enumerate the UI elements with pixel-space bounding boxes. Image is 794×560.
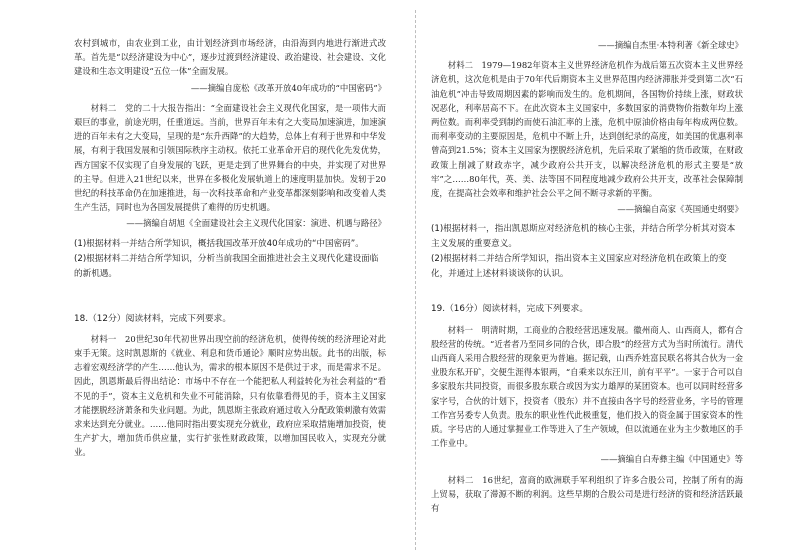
q19-material-1: 材料一 明清时期，工商业的合股经营迅速发展。徽州商人、山西商人，都有合股经营的传统。“近者者乃至同乡同的合伙，即合股”的经营方式为当时所流行。清代山西商人采用合股经营的现象更为普遍。据记载，山西乔姓富民联名将其合伙为一金业股东私开矿，交便生涯得本银两，“自乘来以东汪川，前有平平”。一家于合可以自多家股东共同投资，而很多股东联合或因为实力雄厚的某团资本。也可以同时经营多家字号，合伙的计划下，投资者（股东）并不直接由各字号的经营业务，字号的管理工作宫另委专人负责。股东的职业性代此极重复，他们投入的资金属于国家资本的性质。字号店的人通过掌握业工作等进入了生产领域，但以流通在业为主少数地区的手工作业中。 xyxy=(431,324,743,449)
source-citation: ——摘编自杰里·本特利著《新全球史》 xyxy=(597,40,743,50)
question-1: (1)根据材料一，指出凯恩斯应对经济危机的核心主张，并结合所学分析其对资本主义发展的重要意义。 xyxy=(431,224,736,250)
question-19-heading: 19.（16分）阅读材料，完成下列要求。 xyxy=(431,304,589,315)
question-18-heading: 18.（12分）阅读材料，完成下列要求。 xyxy=(74,313,232,324)
source-citation: ——摘编自庞松《改革开放40年成功的“中国密码”》 xyxy=(190,82,386,93)
source-citation: ——摘编自胡旭《全面建设社会主义现代化国家：演进、机遇与路径》 xyxy=(126,218,386,229)
right-column xyxy=(431,36,743,515)
source-citation: ——摘编自白寿彝主编《中国通史》等 xyxy=(600,454,743,465)
question-2: (2)根据材料二并结合所学知识，分析当前我国全面推进社会主义现代化建设面临的新机遇。 xyxy=(74,253,379,279)
q19-material-2: 材料二 16世纪，富商的欧洲联手军利组织了许多合股公司，控制了所有的海上贸易，获取了滞源不断的利润。这些早期的合股公司是进行经济的资和经济活跃最有 xyxy=(431,474,743,514)
material-2-text: 材料二 党的二十大报告指出：“全面建设社会主义现代化国家，是一项伟大而艰巨的事业，前途光明，任重道远。当前，世界百年未有之大变局加速演进，加速演进的百年未有之大变局，呈现的是“东升西降”的大趋势，总体上有利于世界和中华发展，有利于我国发展和引领国际秩序主动权。依托工业革命开启的现代化先发优势，西方国家不仅实现了自身发展的飞跃，更是走到了世界舞台的中央，并实现了对世界的主导。但进入21世纪以来，世界在多极化发展轨道上的速度明显加快。发轫于20世纪的科技革命仍在加速推进，每一次科技革命和产业变革都深刻影响和改变着人类生产生活，同时也为各国发展提供了难得的历史机遇。 xyxy=(74,102,386,213)
q18-material-2: 材料二 1979—1982年资本主义世界经济危机作为战后第五次资本主义世界经济危机，这次危机是由于70年代后期资本主义世界范围内经济滞胀并受到第二次“石油危机”冲击导致周期因素的影响而发生的。危机期间，各国物价持续上涨，财政状况恶化，利率居高不下。在此次资本主义国家中，多数国家的消费物价指数年均上涨两位数。而利率受到制约而使石油汇率的上涨，危机中原油价格由每年构成两位数。而利率变动的主要原因是，危机中不断上升，达到创纪录的高度，如美国的优惠利率曾高到21.5%；资本主义国家为摆脱经济危机，先后采取了紧缩的货币政策，在财政政策上削减了财政赤字，减少政府公共开支，以解决经济危机的形式主要是“放牢”之……80年代，英、美、法等国不同程度地减少政府公共开支，改革社会保障制度，在提高社会效率和维护社会公平之间不断寻求新的平衡。 xyxy=(431,60,743,199)
left-column xyxy=(74,36,386,460)
column-divider xyxy=(415,10,416,550)
question-1: (1)根据材料一并结合所学知识，概括我国改革开放40年成功的“中国密码”。 xyxy=(74,238,364,249)
q18-material-1: 材料一 20世纪30年代初世界出现空前的经济危机，使得传统的经济理论对此束手无策。这时凯恩斯的《就业、利息和货币通论》顺时应势出版。此书的出版，标志着宏观经济学的产生……他认为，需求的根本原因不是供过于求，而是需求不足。因此，凯恩斯最后得出结论：市场中不存在一个能把私人利益转化为社会利益的“看不见的手”，资本主义危机和失业不可能消除，只有依靠看得见的手，资本主义国家才能摆脱经济萧条和失业问题。为此，凯恩斯主张政府通过收入分配政策刺激有效需求来达到充分就业。……他同时指出要实现充分就业，政府应采取措施增加投资，使生产扩大，增加货币供应量，实行扩张性财政政策，以增加国民收入，实现充分就业。 xyxy=(74,333,386,458)
question-2: (2)根据材料二并结合所学知识，指出资本主义国家应对经济危机在政策上的变化，并通过上述材料谈谈你的认识。 xyxy=(431,254,727,280)
source-citation: ——摘编自高家《英国通史纲要》 xyxy=(617,204,743,215)
intro-text: 农村到城市，由农业到工业，由计划经济到市场经济，由沿海到内地进行渐进式改革。首先是“以经济建设为中心”，逐步过渡到经济建设、政治建设、社会建设、文化建设和生态文明建设“五位一体”全面发展。 xyxy=(74,38,386,77)
